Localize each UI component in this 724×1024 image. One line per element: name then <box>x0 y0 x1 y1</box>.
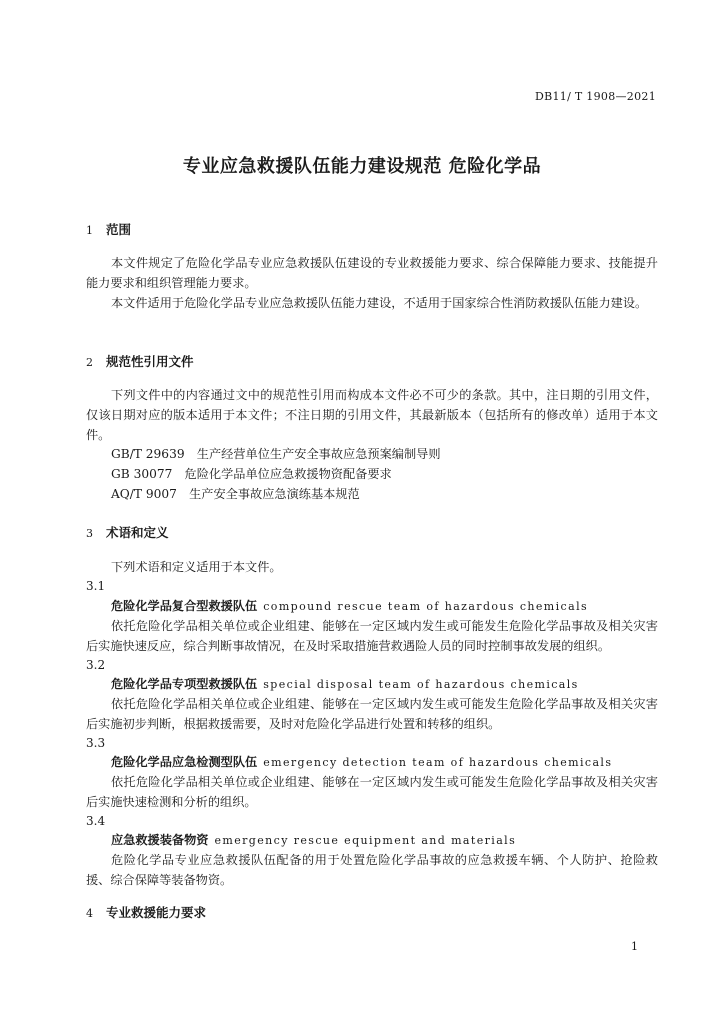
paragraph: 下列术语和定义适用于本文件。 <box>111 560 282 574</box>
term-definition: 依托危险化学品相关单位或企业组建、能够在一定区域内发生或可能发生危险化学品事故及相关灾害后实施初步判断，根据救援需要，及时对危险化学品进行处置和转移的组织。 <box>86 697 658 731</box>
term-number: 3.4 <box>86 814 106 828</box>
term-title <box>111 752 612 773</box>
term-zh: 应急救援装备物资 <box>111 833 209 847</box>
reference-item: GB 30077 危险化学品单位应急救援物资配备要求 <box>111 467 392 481</box>
paragraph: 本文件适用于危险化学品专业应急救援队伍能力建设，不适用于国家综合性消防救援队伍能力建设。 <box>111 296 648 310</box>
section-heading-scope <box>86 220 131 238</box>
term-definition: 依托危险化学品相关单位或企业组建、能够在一定区域内发生或可能发生危险化学品事故及相关灾害后实施快速反应，综合判断事故情况，在及时采取措施营救遇险人员的同时控制事故发展的组织。 <box>86 619 658 653</box>
term-en: special disposal team of hazardous chemicals <box>263 678 579 691</box>
section-heading-terms <box>86 523 169 541</box>
paragraph: 本文件规定了危险化学品专业应急救援队伍建设的专业救援能力要求、综合保障能力要求、技能提升能力要求和组织管理能力要求。 <box>86 256 658 290</box>
section-title: 术语和定义 <box>106 525 169 540</box>
term-en: compound rescue team of hazardous chemicals <box>263 600 589 613</box>
term-definition: 危险化学品专业应急救援队伍配备的用于处置危险化学品事故的应急救援车辆、个人防护、抢险救援、综合保障等装备物资。 <box>86 853 658 887</box>
term-en: emergency rescue equipment and materials <box>214 834 517 847</box>
term-number: 3.2 <box>86 658 106 672</box>
term-title <box>111 830 516 851</box>
reference-item: GB/T 29639 生产经营单位生产安全事故应急预案编制导则 <box>111 447 441 461</box>
term-en: emergency detection team of hazardous chemicals <box>263 756 613 769</box>
paragraph: 下列文件中的内容通过文中的规范性引用而构成本文件必不可少的条款。其中，注日期的引用文件，仅该日期对应的版本适用于本文件；不注日期的引用文件，其最新版本（包括所有的修改单）适用于本文件。 <box>86 388 658 442</box>
term-zh: 危险化学品复合型救援队伍 <box>111 599 258 613</box>
section-number: 1 <box>86 224 93 237</box>
section-title: 专业救援能力要求 <box>106 905 207 920</box>
term-number: 3.3 <box>86 736 106 750</box>
section-title: 规范性引用文件 <box>106 354 194 369</box>
document-title: 专业应急救援队伍能力建设规范 危险化学品 <box>182 156 542 177</box>
section-number: 3 <box>86 527 93 540</box>
section-number: 2 <box>86 356 93 369</box>
term-zh: 危险化学品应急检测型队伍 <box>111 755 258 769</box>
section-heading-references <box>86 352 194 370</box>
page-number: 1 <box>631 940 638 953</box>
term-definition: 依托危险化学品相关单位或企业组建、能够在一定区域内发生或可能发生危险化学品事故及相关灾害后实施快速检测和分析的组织。 <box>86 775 658 809</box>
term-number: 3.1 <box>86 579 106 593</box>
section-number: 4 <box>86 907 93 920</box>
term-title <box>111 674 579 695</box>
section-title: 范围 <box>106 222 132 237</box>
standard-code: DB11/ T 1908—2021 <box>534 90 656 103</box>
term-title <box>111 596 588 617</box>
reference-item: AQ/T 9007 生产安全事故应急演练基本规范 <box>111 487 360 501</box>
section-heading-capability <box>86 903 206 921</box>
term-zh: 危险化学品专项型救援队伍 <box>111 677 258 691</box>
